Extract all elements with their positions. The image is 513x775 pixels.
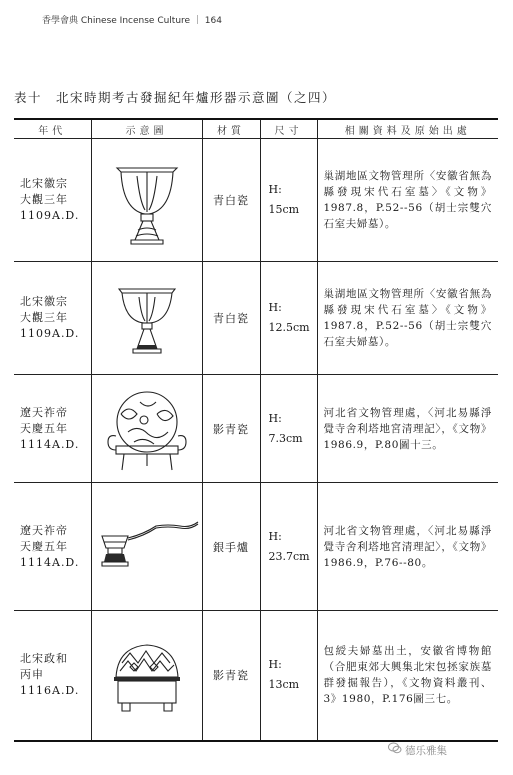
table-caption: 表十 北宋時期考古發掘紀年爐形器示意圖（之四） <box>14 90 337 105</box>
source-cell: 包綬夫婦墓出土，安徽省博物館（合肥東郊大興集北宋包拯家族墓群發掘報告），《文物資料叢刊、3》1980，P.176圖三七。 <box>317 611 498 741</box>
diagram-cell <box>91 611 202 741</box>
size-cell: H: 15cm <box>260 139 317 262</box>
table-row <box>14 139 498 262</box>
col-header-source: 相關資料及原始出處 <box>317 119 498 139</box>
era-cell: 北宋徽宗 大觀三年 1109A.D. <box>14 139 91 262</box>
size-cell: H: 7.3cm <box>260 375 317 483</box>
table-row <box>14 262 498 375</box>
running-head: 香學會典 Chinese Incense Culture ｜ 164 <box>42 16 222 26</box>
bowl-on-stand-censer-drawing <box>107 152 187 248</box>
size-cell: H: 13cm <box>260 611 317 741</box>
col-header-size: 尺寸 <box>260 119 317 139</box>
source-cell: 巢湖地區文物管理所〈安徽省無為縣發現宋代石室墓〉《文物》1987.8，P.52--56（胡士宗雙穴石室夫婦墓）。 <box>317 139 498 262</box>
material-cell: 影青瓷 <box>202 611 260 741</box>
material-cell: 青白瓷 <box>202 262 260 375</box>
table-header-row <box>14 119 498 139</box>
stem-cup-censer-drawing <box>107 273 187 363</box>
watermark-text: 德乐雅集 <box>405 745 447 757</box>
col-header-era: 年代 <box>14 119 91 139</box>
censer-table <box>14 118 498 742</box>
source-cell: 巢湖地區文物管理所〈安徽省無為縣發現宋代石室墓〉《文物》1987.8，P.52--56（胡士宗雙穴石室夫婦墓）。 <box>317 262 498 375</box>
tripod-openwork-censer-drawing <box>104 384 190 474</box>
source-cell: 河北省文物管理處，〈河北易縣淨覺寺舍利塔地宮清理記〉，《文物》1986.9，P.80圖十三。 <box>317 375 498 483</box>
source-cell: 河北省文物管理處，〈河北易縣淨覺寺舍利塔地宮清理記〉，《文物》1986.9，P.76--80。 <box>317 483 498 611</box>
col-header-diagram: 示意圖 <box>91 119 202 139</box>
diagram-cell <box>91 139 202 262</box>
long-handled-censer-drawing <box>94 512 200 582</box>
material-cell: 青白瓷 <box>202 139 260 262</box>
size-cell: H: 12.5cm <box>260 262 317 375</box>
diagram-cell <box>91 262 202 375</box>
era-cell: 北宋徽宗 大觀三年 1109A.D. <box>14 262 91 375</box>
era-cell: 北宋政和 丙申 1116A.D. <box>14 611 91 741</box>
diagram-cell <box>91 375 202 483</box>
era-cell: 遼天祚帝 天慶五年 1114A.D. <box>14 483 91 611</box>
diagram-cell <box>91 483 202 611</box>
col-header-material: 材質 <box>202 119 260 139</box>
material-cell: 銀手爐 <box>202 483 260 611</box>
domed-box-censer-drawing <box>104 633 190 717</box>
material-cell: 影青瓷 <box>202 375 260 483</box>
table-row <box>14 611 498 741</box>
size-cell: H: 23.7cm <box>260 483 317 611</box>
era-cell: 遼天祚帝 天慶五年 1114A.D. <box>14 375 91 483</box>
table-row <box>14 483 498 611</box>
wechat-logo-icon <box>388 742 402 754</box>
table-row <box>14 375 498 483</box>
